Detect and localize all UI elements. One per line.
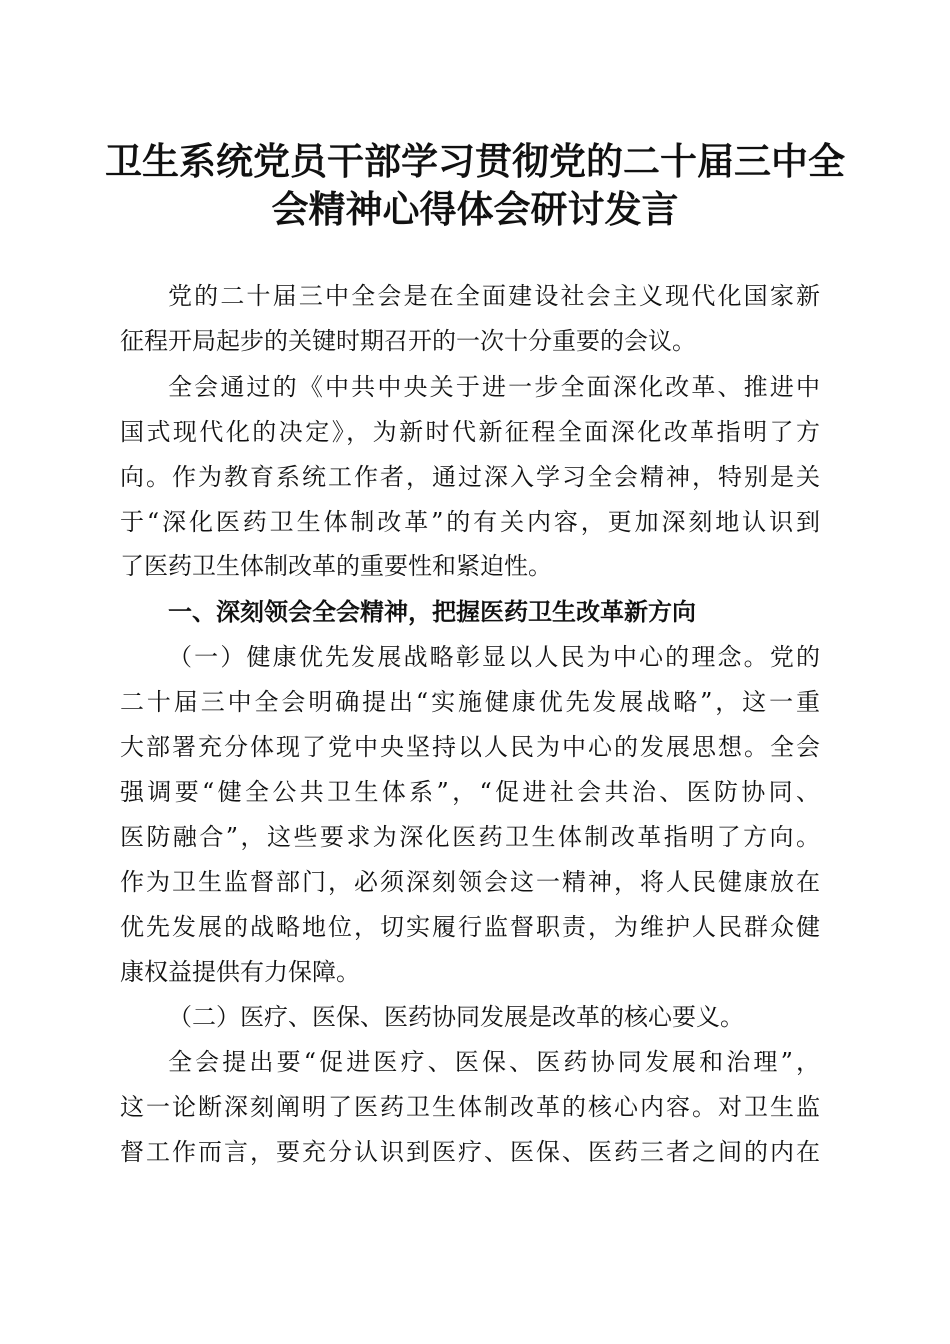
paragraph-line: 优先发展的战略地位，切实履行监督职责，为维护人民群众健 (120, 913, 820, 941)
document-title-line-1: 卫生系统党员干部学习贯彻党的二十届三中全 (105, 139, 845, 183)
paragraph-line: 二十届三中全会明确提出“实施健康优先发展战略”，这一重 (120, 688, 820, 716)
paragraph-line: 全会提出要“促进医疗、医保、医药协同发展和治理”， (168, 1048, 820, 1076)
paragraph-line: 了医药卫生体制改革的重要性和紧迫性。 (120, 552, 552, 580)
paragraph-line: 康权益提供有力保障。 (120, 958, 360, 986)
paragraph-line: 于“深化医药卫生体制改革”的有关内容，更加深刻地认识到 (120, 508, 820, 536)
paragraph-line: 这一论断深刻阐明了医药卫生体制改革的核心内容。对卫生监 (120, 1093, 820, 1121)
paragraph-line: 强调要“健全公共卫生体系”，“促进社会共治、医防协同、 (120, 778, 820, 806)
section-heading: 一、深刻领会全会精神，把握医药卫生改革新方向 (168, 598, 696, 626)
paragraph-line: 国式现代化的决定》，为新时代新征程全面深化改革指明了方 (120, 418, 820, 446)
paragraph-line: 全会通过的《中共中央关于进一步全面深化改革、推进中 (168, 373, 820, 401)
paragraph-line: 大部署充分体现了党中央坚持以人民为中心的发展思想。全会 (120, 733, 820, 761)
paragraph-line: 医防融合”，这些要求为深化医药卫生体制改革指明了方向。 (120, 823, 820, 851)
paragraph-line: （一）健康优先发展战略彰显以人民为中心的理念。党的 (168, 643, 820, 671)
paragraph-line: 作为卫生监督部门，必须深刻领会这一精神，将人民健康放在 (120, 868, 820, 896)
paragraph-line: 督工作而言，要充分认识到医疗、医保、医药三者之间的内在 (120, 1138, 820, 1166)
paragraph-line: 党的二十届三中全会是在全面建设社会主义现代化国家新 (168, 282, 820, 310)
paragraph-line: 征程开局起步的关键时期召开的一次十分重要的会议。 (120, 327, 696, 355)
subsection-heading: （二）医疗、医保、医药协同发展是改革的核心要义。 (168, 1003, 744, 1031)
paragraph-line: 向。作为教育系统工作者，通过深入学习全会精神，特别是关 (120, 463, 820, 491)
document-title-line-2: 会精神心得体会研讨发言 (271, 187, 679, 231)
